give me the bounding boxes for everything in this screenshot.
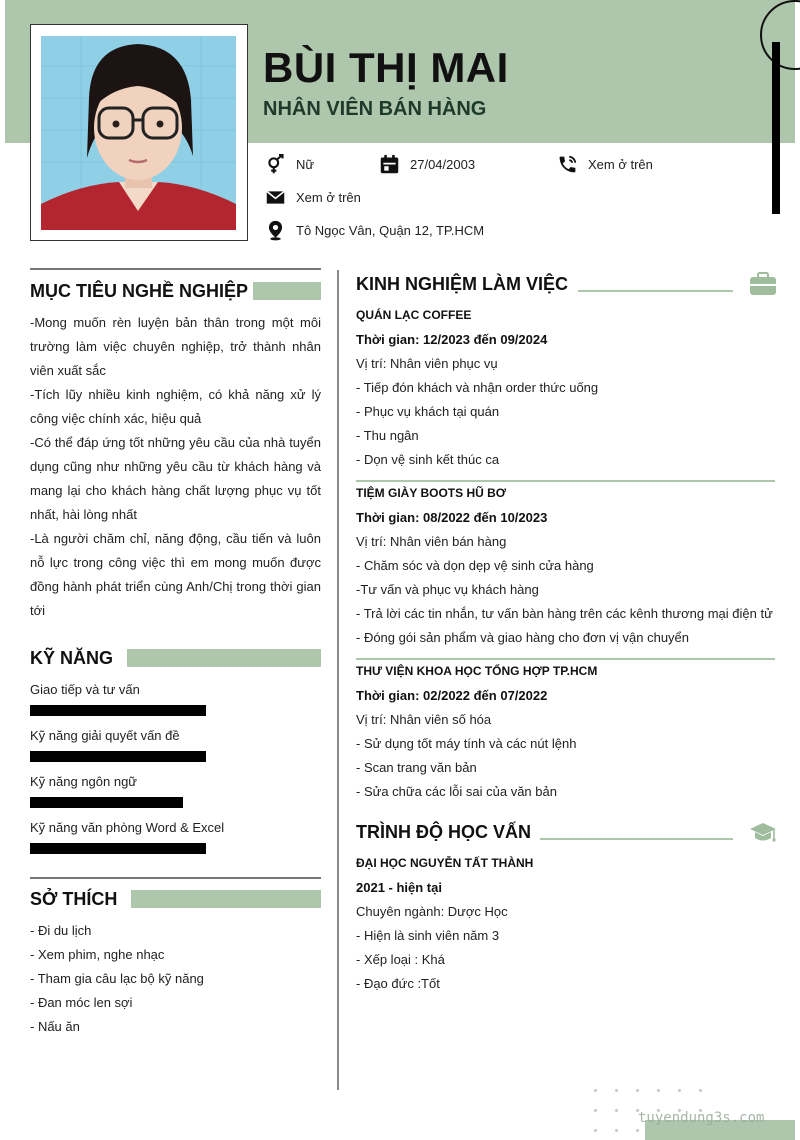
skill-bar	[30, 797, 183, 808]
objective-paragraph-4: -Là người chăm chỉ, năng động, cầu tiến và luôn nỗ lực trong công việc thì em mong muốn được đồng hành phát triển cùng Anh/Chị trong thời gian tới	[30, 531, 321, 618]
education-major: Chuyên ngành: Dược Học	[356, 904, 508, 919]
skill-label: Kỹ năng giải quyết vấn đề	[30, 728, 180, 743]
education-detail: - Đạo đức :Tốt	[356, 976, 440, 991]
graduation-cap-icon	[750, 822, 776, 844]
job-task: - Đóng gói sản phẩm và giao hàng cho đơn vị vận chuyển	[356, 630, 690, 645]
job-task: - Tiếp đón khách và nhận order thức uống	[356, 380, 599, 395]
birthday-value: 27/04/2003	[410, 157, 476, 172]
job-task: - Sửa chữa các lỗi sai của văn bản	[356, 784, 557, 799]
job-separator	[356, 658, 775, 660]
job-position: Vị trí: Nhân viên phục vụ	[356, 356, 498, 371]
skill-label: Kỹ năng văn phòng Word & Excel	[30, 820, 225, 835]
contact-phone	[557, 154, 653, 175]
decor-dot	[636, 1089, 639, 1092]
decor-dot	[699, 1089, 702, 1092]
decor-dot	[615, 1089, 618, 1092]
vertical-bar-decoration	[772, 42, 780, 214]
decor-dot	[594, 1129, 597, 1132]
education-title: TRÌNH ĐỘ HỌC VẤN	[356, 822, 531, 842]
gender-value: Nữ	[296, 157, 315, 172]
decor-dot	[678, 1089, 681, 1092]
education-detail: - Hiện là sinh viên năm 3	[356, 928, 500, 943]
decor-dot	[615, 1129, 618, 1132]
hobby-item: - Nấu ăn	[30, 1019, 80, 1034]
skill-bar	[30, 843, 206, 854]
contact-email	[265, 187, 361, 208]
objective-paragraph-2: -Tích lũy nhiều kinh nghiệm, có khả năng xử lý công việc chính xác, hiệu quả	[30, 387, 321, 426]
hobbies-title: SỞ THÍCH	[30, 889, 118, 909]
decor-dot	[615, 1109, 618, 1112]
decor-dot	[594, 1089, 597, 1092]
objective-paragraph-3: -Có thể đáp ứng tốt những yêu cầu của nhà tuyển dụng cũng như những yêu cầu từ khách hàng và mang lại cho khách hàng chất lượng phục vụ tốt nhất, hài lòng nhất	[30, 435, 321, 522]
left-mid-divider	[30, 877, 321, 879]
phone-icon	[557, 154, 578, 175]
skill-bar	[30, 705, 206, 716]
map-pin-icon	[265, 220, 286, 241]
calendar-icon	[379, 154, 400, 175]
address-value: Tô Ngọc Vân, Quận 12, TP.HCM	[296, 223, 485, 238]
job-separator	[356, 480, 775, 482]
skills-title-bar	[127, 649, 321, 667]
contact-birthday	[379, 154, 475, 175]
job-task: - Chăm sóc và dọn dẹp vệ sinh cửa hàng	[356, 558, 594, 573]
job-task: - Sử dụng tốt máy tính và các nút lệnh	[356, 736, 577, 751]
email-value: Xem ở trên	[296, 190, 361, 205]
job-company: QUÁN LẠC COFFEE	[356, 308, 472, 322]
envelope-icon	[265, 187, 286, 208]
job-company: THƯ VIỆN KHOA HỌC TỔNG HỢP TP.HCM	[356, 664, 598, 678]
decor-dot	[657, 1089, 660, 1092]
skill-label: Kỹ năng ngôn ngữ	[30, 774, 138, 789]
job-task: - Dọn vệ sinh kết thúc ca	[356, 452, 500, 467]
job-period: Thời gian: 08/2022 đến 10/2023	[356, 510, 548, 525]
experience-title-line	[578, 290, 733, 292]
hobby-item: - Xem phim, nghe nhạc	[30, 947, 165, 962]
hobby-item: - Đi du lịch	[30, 923, 92, 938]
experience-title: KINH NGHIỆM LÀM VIỆC	[356, 274, 569, 294]
job-task: - Scan trang văn bản	[356, 760, 477, 775]
skill-bar	[30, 751, 206, 762]
skill-label: Giao tiếp và tư vấn	[30, 682, 140, 697]
job-position: Vị trí: Nhân viên số hóa	[356, 712, 492, 727]
job-task: -Tư vấn và phục vụ khách hàng	[356, 582, 539, 597]
education-school: ĐẠI HỌC NGUYỄN TẤT THÀNH	[356, 856, 534, 870]
candidate-name: BÙI THỊ MAI	[263, 44, 509, 91]
hobby-item: - Tham gia câu lạc bộ kỹ năng	[30, 971, 204, 986]
objective-title: MỤC TIÊU NGHỀ NGHIỆP	[30, 281, 249, 301]
left-top-divider	[30, 268, 321, 270]
education-title-line	[540, 838, 733, 840]
decor-dot	[636, 1129, 639, 1132]
objective-paragraph-1: -Mong muốn rèn luyện bản thân trong một môi trường làm việc chuyên nghiệp, trở thành nhân viên xuất sắc	[30, 315, 321, 378]
skills-title: KỸ NĂNG	[30, 648, 114, 668]
job-position: Vị trí: Nhân viên bán hàng	[356, 534, 507, 549]
watermark-text: tuyendung3s.com	[638, 1110, 765, 1126]
gender-icon	[265, 154, 286, 175]
objective-title-bar	[253, 282, 321, 300]
decor-dot	[594, 1109, 597, 1112]
profile-photo	[41, 36, 236, 230]
job-period: Thời gian: 12/2023 đến 09/2024	[356, 332, 548, 347]
phone-value: Xem ở trên	[588, 157, 653, 172]
job-company: TIỆM GIÀY BOOTS HŨ BƠ	[356, 486, 507, 500]
job-period: Thời gian: 02/2022 đến 07/2022	[356, 688, 548, 703]
education-period: 2021 - hiện tại	[356, 880, 442, 895]
hobbies-title-bar	[131, 890, 321, 908]
column-divider	[337, 270, 339, 1090]
job-title: NHÂN VIÊN BÁN HÀNG	[263, 98, 487, 120]
education-detail: - Xếp loại : Khá	[356, 952, 445, 967]
briefcase-icon	[750, 272, 776, 296]
contact-address	[265, 220, 484, 241]
job-task: - Thu ngân	[356, 428, 419, 443]
job-task: - Trả lời các tin nhắn, tư vấn bàn hàng trên các kênh thương mại điện tử	[356, 606, 773, 621]
job-task: - Phục vụ khách tại quán	[356, 404, 500, 419]
hobby-item: - Đan móc len sợi	[30, 995, 133, 1010]
contact-gender	[265, 154, 314, 175]
